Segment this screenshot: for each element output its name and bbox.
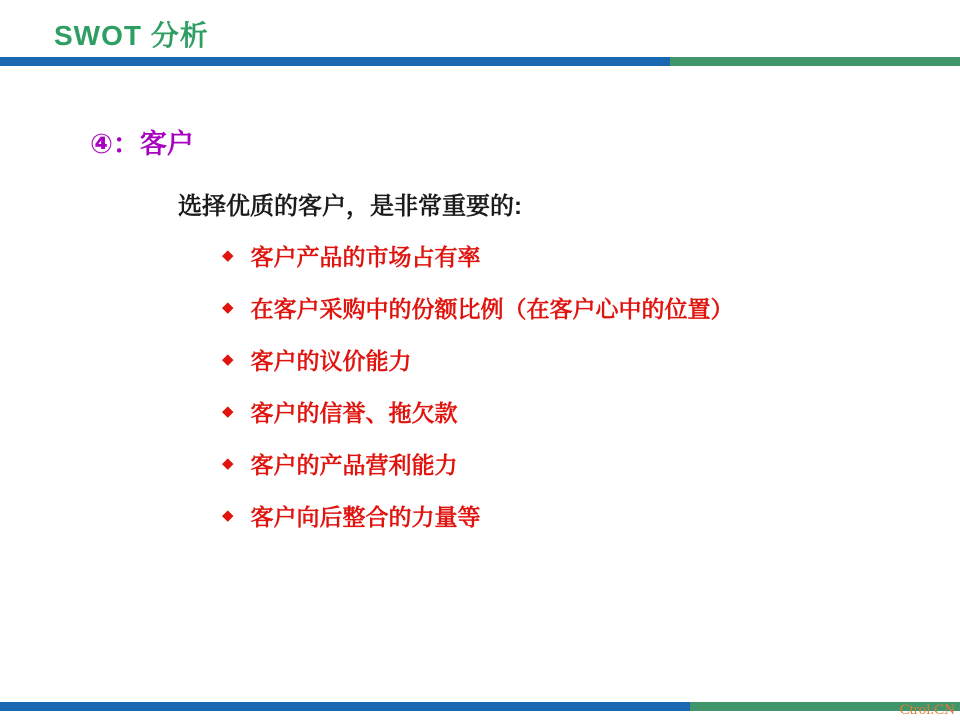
- slide-title: SWOT 分析: [54, 20, 209, 51]
- bullet-item: [222, 396, 734, 426]
- diamond-bullet-icon: ◆: [222, 402, 234, 420]
- top-rule-blue-segment: [0, 57, 670, 66]
- bullet-item: [222, 500, 734, 530]
- bullet-text: 在客户采购中的份额比例（在客户心中的位置）: [250, 295, 734, 322]
- section-heading: ④：客户: [90, 129, 194, 159]
- bullet-list: [222, 240, 734, 552]
- top-rule: [0, 57, 960, 66]
- bottom-rule: [0, 702, 960, 711]
- bullet-text: 客户产品的市场占有率: [250, 243, 481, 270]
- bullet-text: 客户的信誉、拖欠款: [250, 399, 458, 426]
- bullet-item: [222, 344, 734, 374]
- bullet-item: [222, 448, 734, 478]
- watermark: Ctrol.CN: [899, 702, 955, 718]
- bullet-item: [222, 240, 734, 270]
- diamond-bullet-icon: ◆: [222, 506, 234, 524]
- bullet-item: [222, 292, 734, 322]
- bullet-text: 客户向后整合的力量等: [250, 503, 481, 530]
- diamond-bullet-icon: ◆: [222, 298, 234, 316]
- top-rule-green-segment: [670, 57, 960, 66]
- bullet-text: 客户的议价能力: [250, 347, 412, 374]
- bullet-text: 客户的产品营利能力: [250, 451, 458, 478]
- diamond-bullet-icon: ◆: [222, 246, 234, 264]
- intro-text: 选择优质的客户，是非常重要的:: [178, 193, 522, 220]
- diamond-bullet-icon: ◆: [222, 454, 234, 472]
- diamond-bullet-icon: ◆: [222, 350, 234, 368]
- bottom-rule-blue-segment: [0, 702, 690, 711]
